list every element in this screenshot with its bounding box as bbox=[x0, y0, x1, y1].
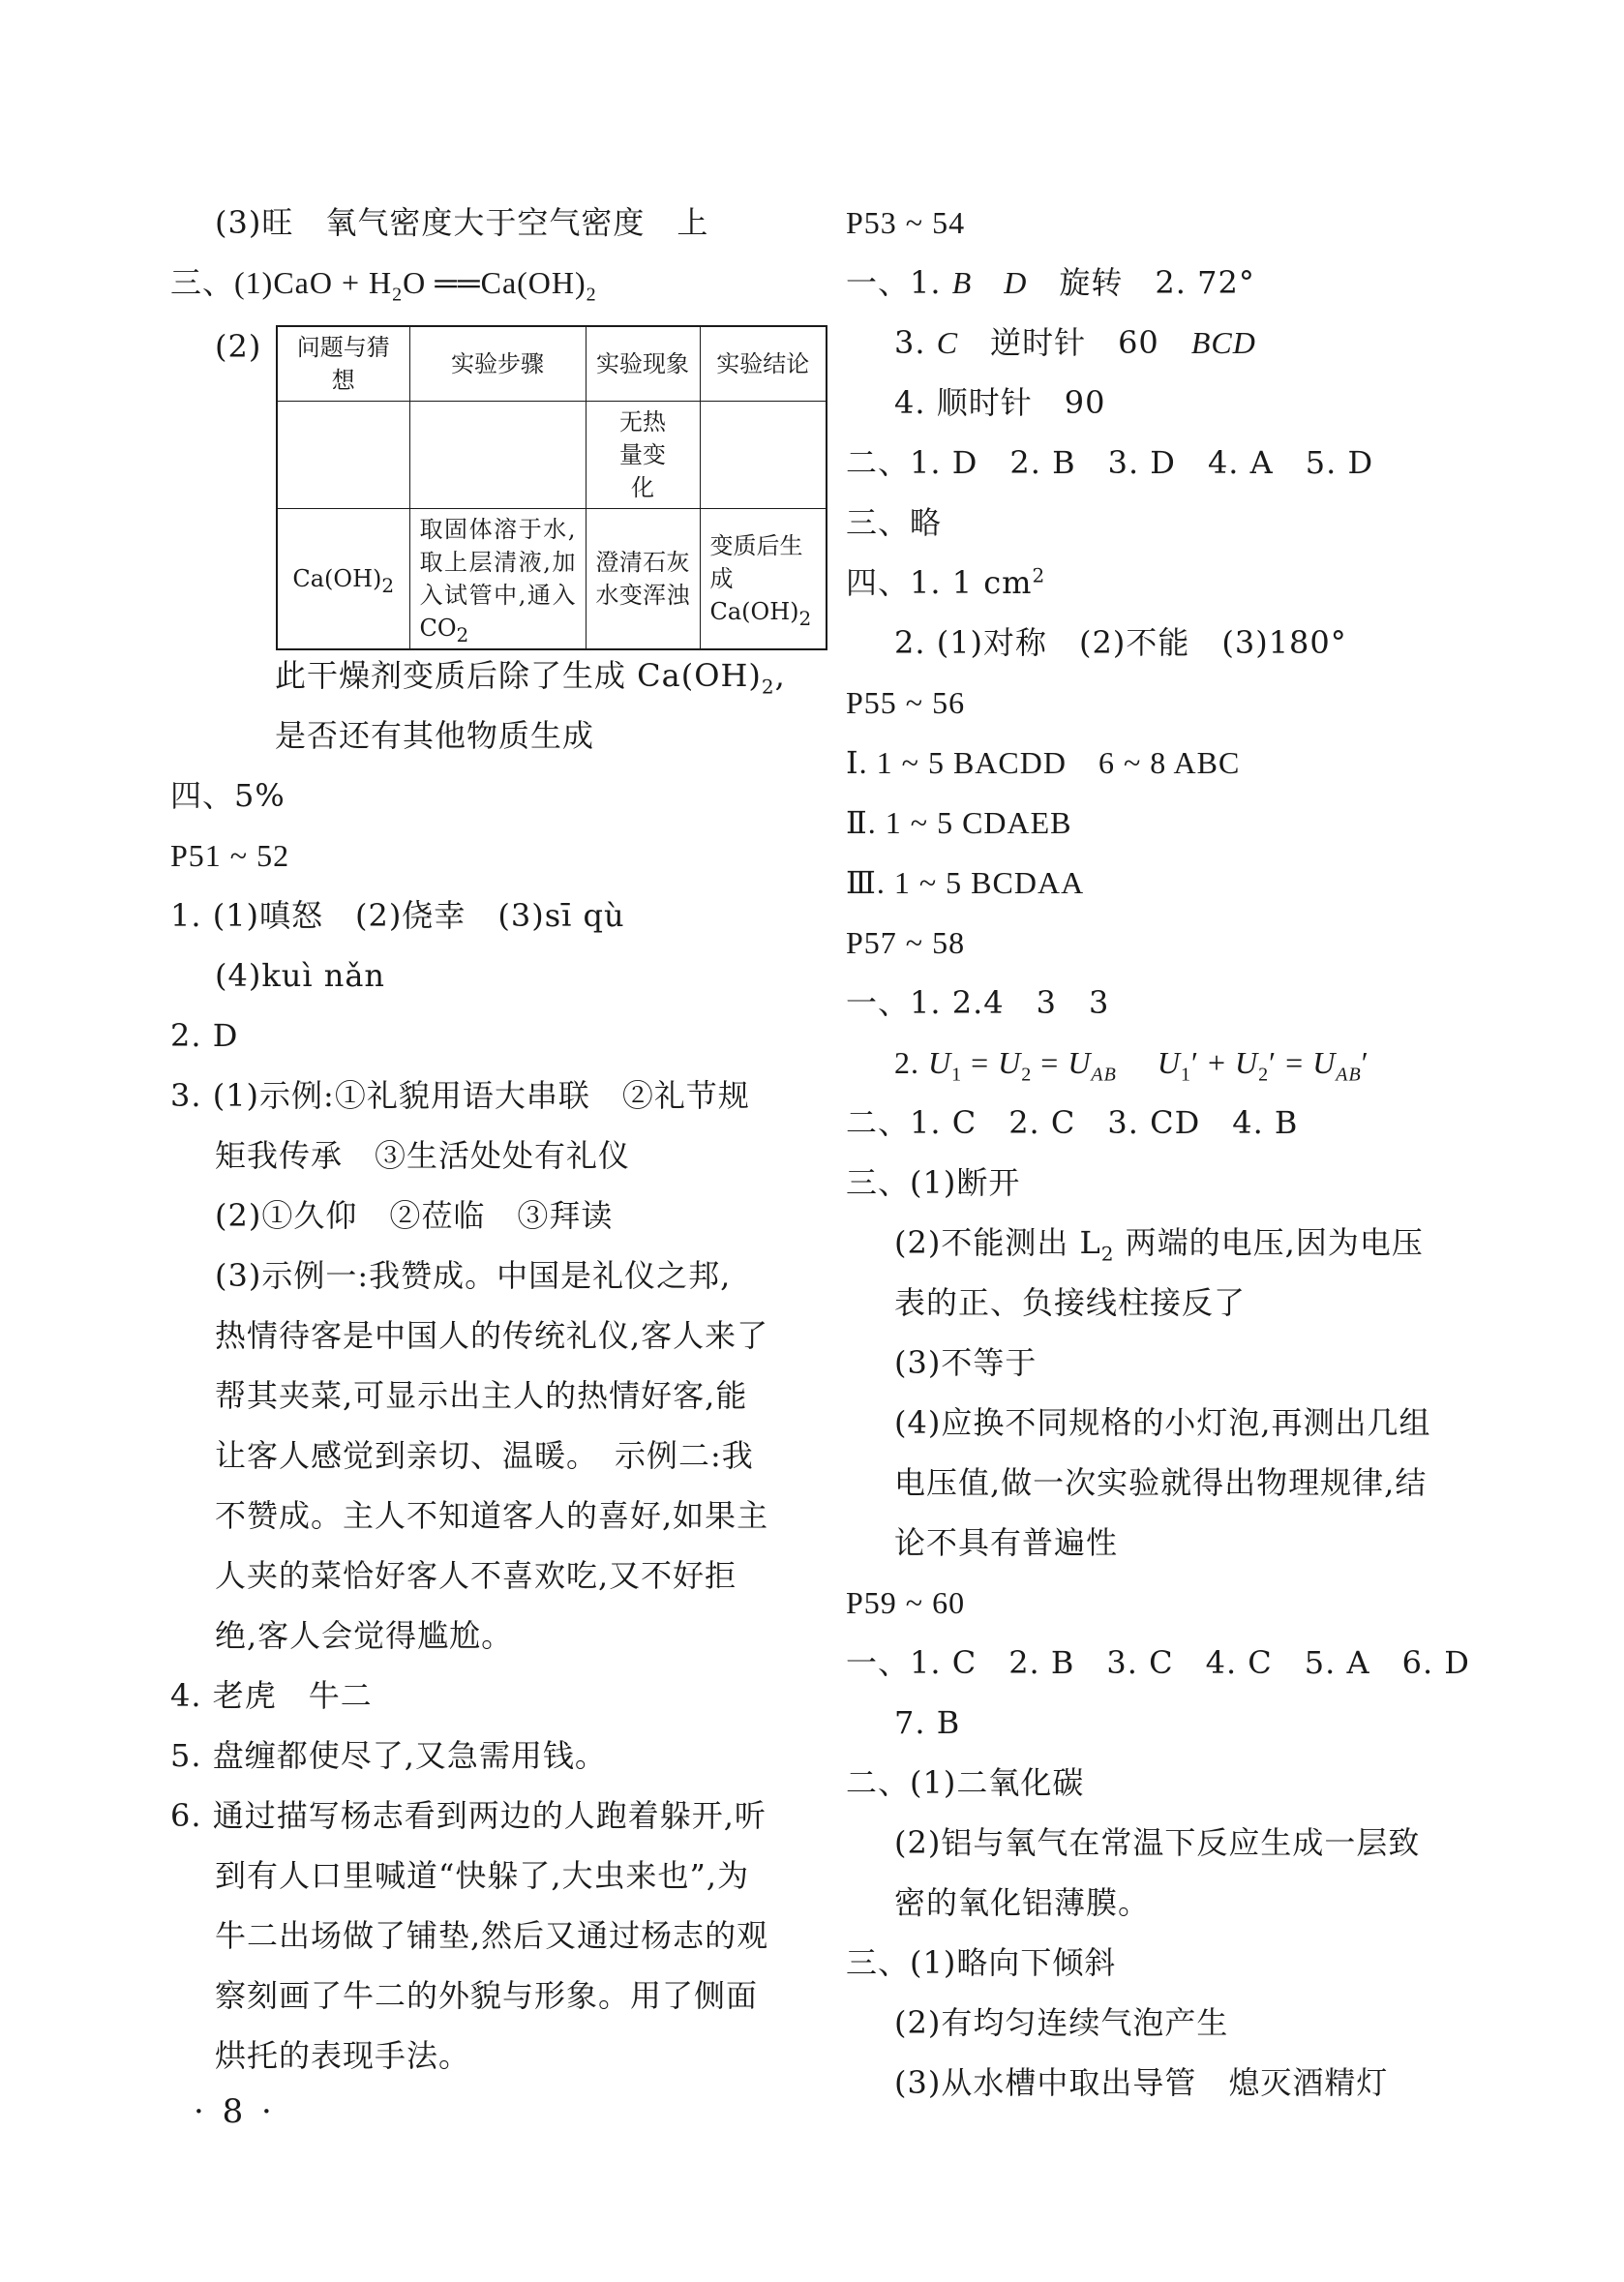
line: (2) bbox=[215, 328, 262, 365]
line: 绝,客人会觉得尴尬。 bbox=[215, 1617, 514, 1654]
line: 6. 通过描写杨志看到两边的人跑着躲开,听 bbox=[170, 1797, 767, 1834]
page-number: · 8 · bbox=[194, 2092, 276, 2131]
table-cell: 变质后生成$Ca(OH)_2$ bbox=[700, 509, 827, 650]
line: (2)不能测出 $L_2$ 两端的电压,因为电压 bbox=[894, 1224, 1424, 1266]
line: 到有人口里喊道“快躲了,大虫来也”,为 bbox=[215, 1857, 750, 1894]
line: 电压值,做一次实验就得出物理规律,结 bbox=[894, 1464, 1428, 1501]
line: 是否还有其他物质生成 bbox=[275, 717, 595, 754]
line: 1. (1)嗔怒 (2)侥幸 (3)sī qù bbox=[170, 897, 625, 934]
section-heading: P55 ~ 56 bbox=[846, 685, 966, 720]
line: (4)应换不同规格的小灯泡,再测出几组 bbox=[894, 1404, 1431, 1441]
line: 不赞成。主人不知道客人的喜好,如果主 bbox=[215, 1497, 769, 1534]
line: 三、略 bbox=[846, 504, 943, 541]
line: 密的氧化铝薄膜。 bbox=[894, 1884, 1151, 1921]
line: (3)从水槽中取出导管 熄灭酒精灯 bbox=[894, 2064, 1389, 2101]
table-header: 实验现象 bbox=[586, 326, 700, 402]
table-header: 问题与猜想 bbox=[277, 326, 409, 402]
line: 让客人感觉到亲切、温暖。 示例二:我 bbox=[215, 1437, 754, 1474]
line: (3)示例一:我赞成。中国是礼仪之邦, bbox=[215, 1257, 732, 1294]
line: 一、1. C 2. B 3. C 4. C 5. A 6. D bbox=[846, 1644, 1470, 1681]
section-heading: P51 ~ 52 bbox=[170, 838, 290, 873]
line: 此干燥剂变质后除了生成 $Ca(OH)_2$, bbox=[275, 657, 786, 699]
line: 人夹的菜恰好客人不喜欢吃,又不好拒 bbox=[215, 1557, 737, 1594]
table-cell bbox=[277, 402, 409, 509]
line: 矩我传承 ③生活处处有礼仪 bbox=[215, 1137, 631, 1174]
line: 3. C 逆时针 60 BCD bbox=[894, 324, 1256, 361]
line: (4)kuì nǎn bbox=[215, 957, 386, 994]
line: 热情待客是中国人的传统礼仪,客人来了 bbox=[215, 1317, 769, 1354]
line: Ⅲ. 1 ~ 5 BCDAA bbox=[846, 865, 1085, 900]
table-cell: 无热量变化 bbox=[586, 402, 700, 509]
table-header: 实验步骤 bbox=[409, 326, 586, 402]
line: (2)有均匀连续气泡产生 bbox=[894, 2004, 1229, 2041]
line: 三、(1)略向下倾斜 bbox=[846, 1944, 1117, 1981]
line: (3)旺 氧气密度大于空气密度 上 bbox=[215, 204, 709, 241]
line: 一、1. 2.4 3 3 bbox=[846, 984, 1110, 1021]
line: 二、(1)二氧化碳 bbox=[846, 1764, 1085, 1801]
equation-line: 三、$(1)CaO + H_2O$ $══Ca(OH)_2$ bbox=[170, 265, 597, 306]
line: (2)铝与氧气在常温下反应生成一层致 bbox=[894, 1824, 1421, 1861]
line: (3)不等于 bbox=[894, 1344, 1038, 1381]
line: 4. 老虎 牛二 bbox=[170, 1677, 373, 1714]
formula-line: 2. $U_1 = U_2 = U_{AB}$ $U_1' + U_2' = U_{AB}'$ bbox=[894, 1045, 1369, 1086]
line: 牛二出场做了铺垫,然后又通过杨志的观 bbox=[215, 1917, 769, 1954]
line: 论不具有普遍性 bbox=[894, 1524, 1119, 1561]
line: 4. 顺时针 90 bbox=[894, 384, 1106, 421]
table-cell bbox=[700, 402, 827, 509]
line: 察刻画了牛二的外貌与形象。用了侧面 bbox=[215, 1977, 759, 2014]
line: 四、1. 1 $cm^2$ bbox=[846, 563, 1046, 601]
line: 7. B bbox=[894, 1704, 961, 1741]
line: 烘托的表现手法。 bbox=[215, 2037, 471, 2074]
line: 帮其夹菜,可显示出主人的热情好客,能 bbox=[215, 1377, 748, 1414]
line: Ⅱ. 1 ~ 5 CDAEB bbox=[846, 805, 1072, 840]
experiment-table bbox=[276, 325, 827, 650]
table-cell bbox=[409, 402, 586, 509]
line: 三、(1)断开 bbox=[846, 1164, 1021, 1201]
section-heading: P53 ~ 54 bbox=[846, 205, 966, 240]
line: 2. D bbox=[170, 1017, 239, 1054]
line: 表的正、负接线柱接反了 bbox=[894, 1284, 1247, 1321]
table-cell: 澄清石灰水变浑浊 bbox=[586, 509, 700, 650]
line: 一、1. B D 旋转 2. 72° bbox=[846, 264, 1255, 301]
line: 二、1. C 2. C 3. CD 4. B bbox=[846, 1104, 1299, 1141]
line: 5. 盘缠都使尽了,又急需用钱。 bbox=[170, 1737, 607, 1774]
table-header: 实验结论 bbox=[700, 326, 827, 402]
section-heading: P59 ~ 60 bbox=[846, 1585, 966, 1620]
line: 二、1. D 2. B 3. D 4. A 5. D bbox=[846, 444, 1374, 481]
table-cell: $Ca(OH)_2$ bbox=[277, 509, 409, 650]
line: 3. (1)示例:①礼貌用语大串联 ②礼节规 bbox=[170, 1077, 750, 1114]
line: (2)①久仰 ②莅临 ③拜读 bbox=[215, 1197, 614, 1234]
section-heading: P57 ~ 58 bbox=[846, 925, 966, 960]
line: Ⅰ. 1 ~ 5 BACDD 6 ~ 8 ABC bbox=[846, 745, 1241, 780]
line: 四、5% bbox=[170, 777, 286, 814]
line: 2. (1)对称 (2)不能 (3)180° bbox=[894, 624, 1347, 661]
table-cell: 取固体溶于水,取上层清液,加入试管中,通入$CO_2$ bbox=[409, 509, 586, 650]
